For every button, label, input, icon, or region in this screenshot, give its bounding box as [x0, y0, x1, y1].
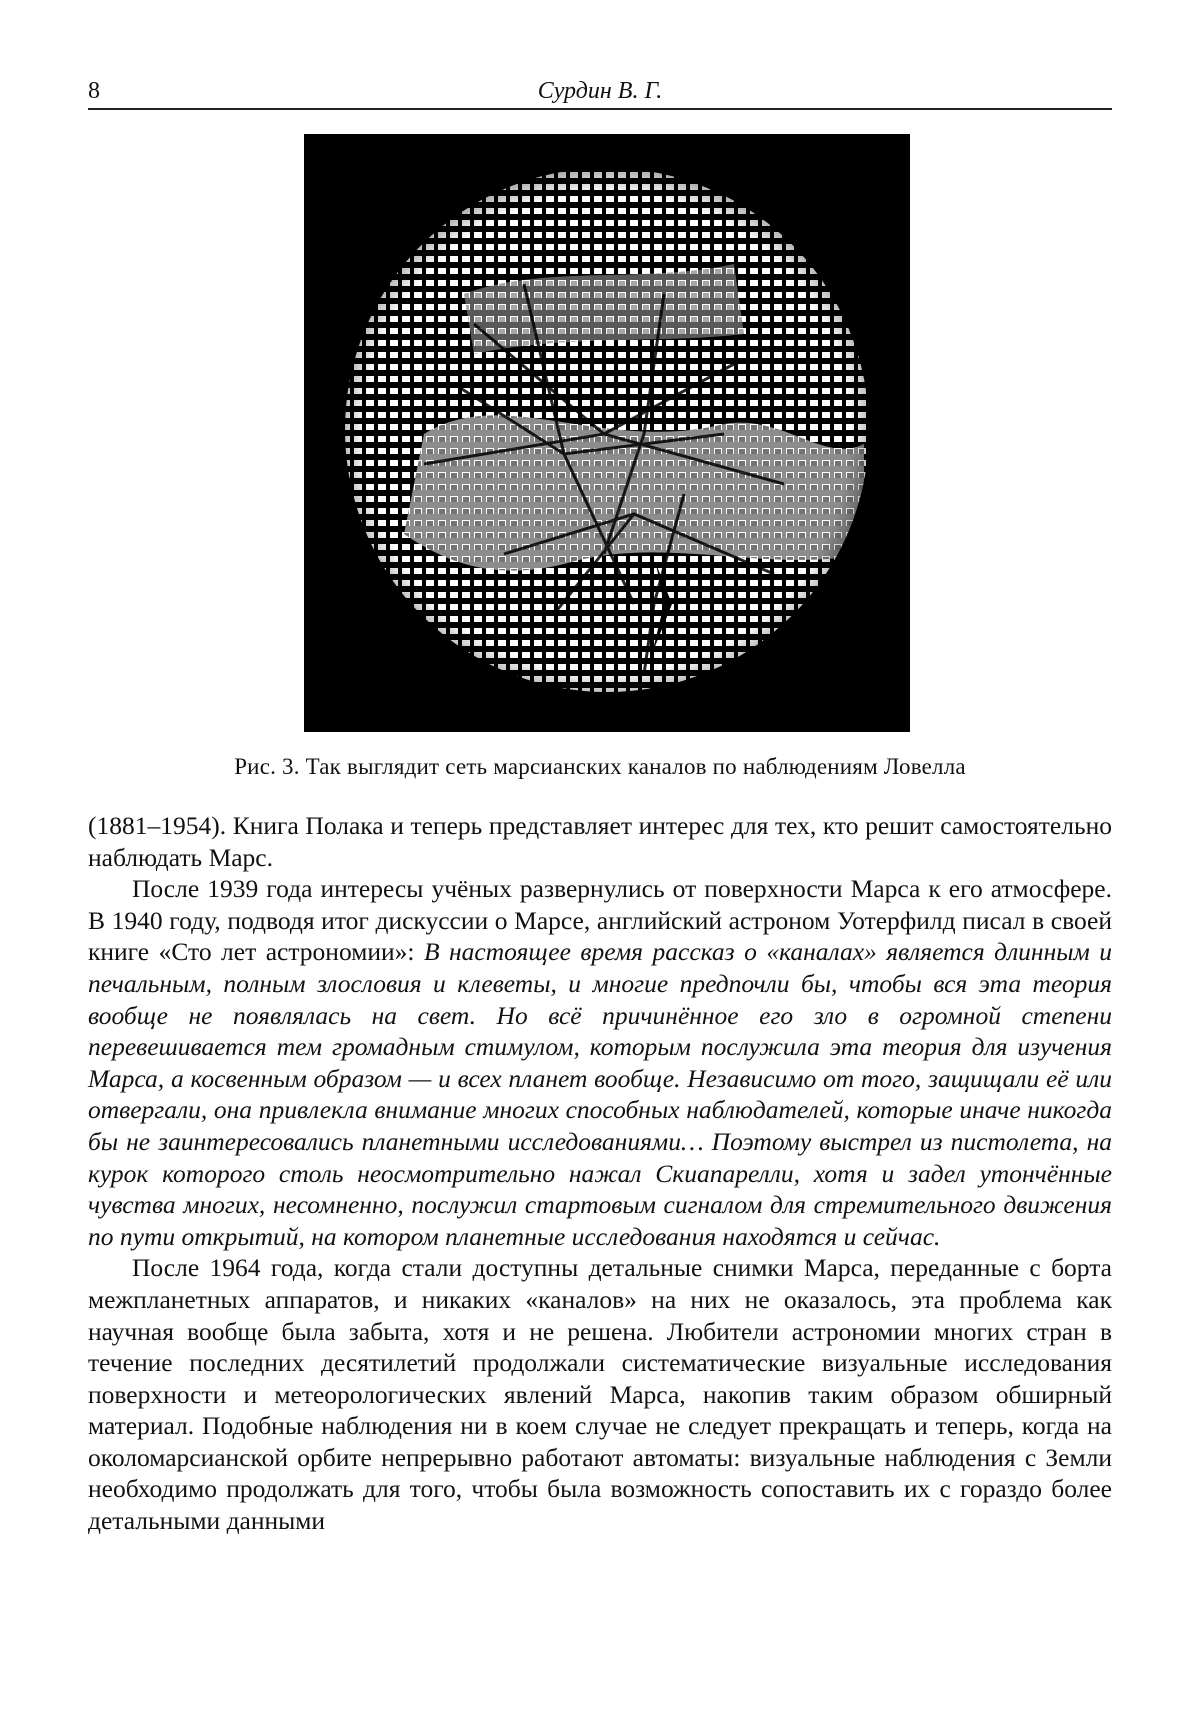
mars-canal-map-figure: [304, 134, 910, 732]
book-page: [88, 72, 1112, 1536]
figure-caption: Рис. 3. Так выглядит сеть марсианских каналов по наблюдениям Ловелла: [234, 754, 966, 779]
page-header: [88, 72, 1112, 110]
mars-canal-map-icon: [304, 134, 910, 732]
waterfield-quote: В настоящее время рассказ о «каналах» является длинным и печальным, полным злословия и клеветы, и многие предпочли бы, чтобы вся эта теория вообще не появлялась на свет. Но всё причинённое его зло в огромной степени перевешивается тем громадным стимулом, которым послужила эта теория для изучения Марса, а косвенным образом — и всех планет вообще. Независимо от того, защищали её или отвергали, она привлекла внимание многих способных наблюдателей, которые иначе никогда бы не заинтересовались планетными исследованиями… Поэтому выстрел из пистолета, на курок которого столь неосмотрительно нажал Скиапарелли, хотя и задел утончённые чувства многих, несомненно, послужил стартовым сигналом для стремительного движения по пути открытий, на котором планетные исследования находятся и сейчас.: [88, 937, 1112, 1251]
body-text: [88, 810, 1112, 1537]
paragraph-2-text: После 1939 года интересы учёных развернулись от поверхности Марса к его атмосфере. В 1940 году, подводя итог дискуссии о Марсе, английский астроном Уотерфилд писал в своей книге «Сто лет астрономии»:: [88, 874, 1112, 967]
paragraph-3: После 1964 года, когда стали доступны детальные снимки Марса, переданные с борта межпланетных аппаратов, и никаких «каналов» на них не оказалось, эта проблема как научная вообще была забыта, хотя и не решена. Любители астрономии многих стран в течение последних десятилетий продолжали систематические визуальные исследования поверхности и метеорологических явлений Марса, накопив таким образом обширный материал. Подобные наблюдения ни в коем случае не следует прекращать и теперь, когда на околомарсианской орбите непрерывно работают автоматы: визуальные наблюдения с Земли необходимо продолжать для того, чтобы была возможность сопоставить их с гораздо более детальными данными: [88, 1253, 1112, 1536]
paragraph-1: (1881–1954). Книга Полака и теперь представляет интерес для тех, кто решит самостоятельно наблюдать Марс.: [88, 811, 1112, 872]
page-number: 8: [88, 78, 100, 104]
paragraph-2: [88, 873, 1112, 1252]
running-title: Сурдин В. Г.: [537, 78, 663, 104]
